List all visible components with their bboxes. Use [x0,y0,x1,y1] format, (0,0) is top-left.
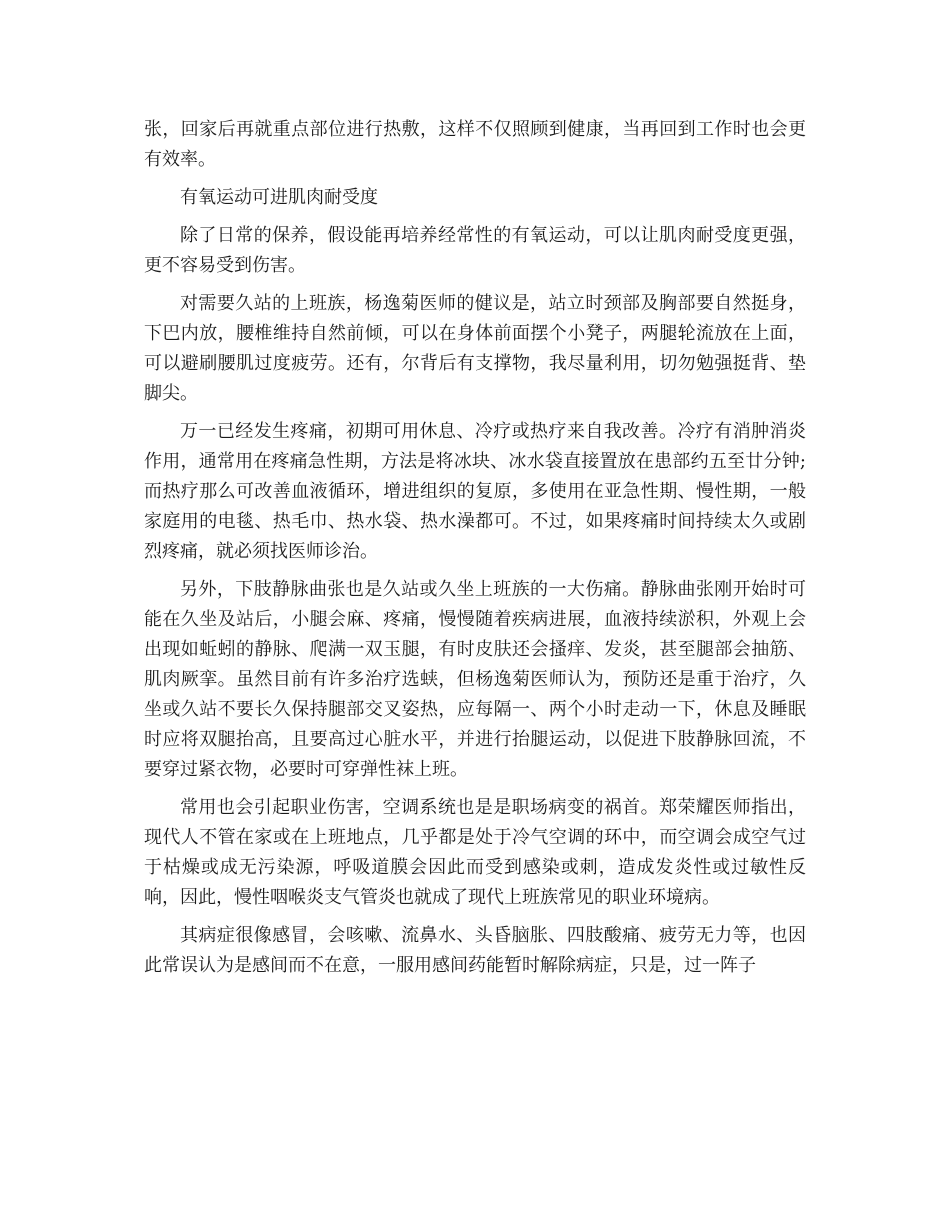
paragraph: 除了日常的保养，假设能再培养经常性的有氧运动，可以让肌肉耐受度更强，更不容易受到伤害。 [144,225,806,276]
section-heading: 有氧运动可进肌肉耐受度 [180,187,378,208]
paragraph: 对需要久站的上班族，杨逸菊医师的健议是，站立时颈部及胸部要自然挺身，下巴内放，腰椎维持自然前倾，可以在身体前面摆个小凳子，两腿轮流放在上面，可以避刷腰肌过度疲劳。还有，尔背后有支撑物，我尽量利用，切勿勉强挺背、垫脚尖。 [144,293,806,404]
paragraph: 常用也会引起职业伤害，空调系统也是是职场病变的祸首。郑荣耀医师指出，现代人不管在家或在上班地点，几乎都是处于冷气空调的环中，而空调会成空气过于枯燥或成无污染源，呼吸道膜会因此而受到感染或刺，造成发炎性或过敏性反响，因此，慢性咽喉炎支气管炎也就成了现代上班族常见的职业环境病。 [144,797,806,908]
paragraph: 其病症很像感冒，会咳嗽、流鼻水、头昏脑胀、四肢酸痛、疲劳无力等，也因此常误认为是感间而不在意，一服用感间药能暂时解除病症，只是，过一阵子 [144,925,806,976]
paragraph: 另外，下肢静脉曲张也是久站或久坐上班族的一大伤痛。静脉曲张刚开始时可能在久坐及站后，小腿会麻、疼痛，慢慢随着疾病进展，血液持续淤积，外观上会出现如蚯蚓的静脉、爬满一双玉腿，有时皮肤还会搔痒、发炎，甚至腿部会抽筋、肌肉厥挛。虽然目前有许多治疗选蛱，但杨逸菊医师认为，预防还是重于治疗，久坐或久站不要长久保持腿部交叉姿热，应每隔一、两个小时走动一下，休息及睡眠时应将双腿抬高，且要高过心脏水平，并进行抬腿运动，以促进下肢静脉回流，不要穿过紧衣物，必要时可穿弹性袜上班。 [144,579,806,780]
document-page [144,115,806,989]
paragraph: 万一已经发生疼痛，初期可用休息、冷疗或热疗来自我改善。冷疗有消肿消炎作用，通常用在疼痛急性期，方法是将冰块、冰水袋直接置放在患部约五至廿分钟;而热疗那么可改善血液循环，增进组织的复原，多使用在亚急性期、慢性期，一般家庭用的电毯、热毛巾、热水袋、热水澡都可。不过，如果疼痛时间持续太久或剧烈疼痛，就必须找医师诊治。 [144,421,806,562]
paragraph-continuation: 张，回家后再就重点部位进行热敷，这样不仅照顾到健康，当再回到工作时也会更有效率。 [144,119,806,170]
